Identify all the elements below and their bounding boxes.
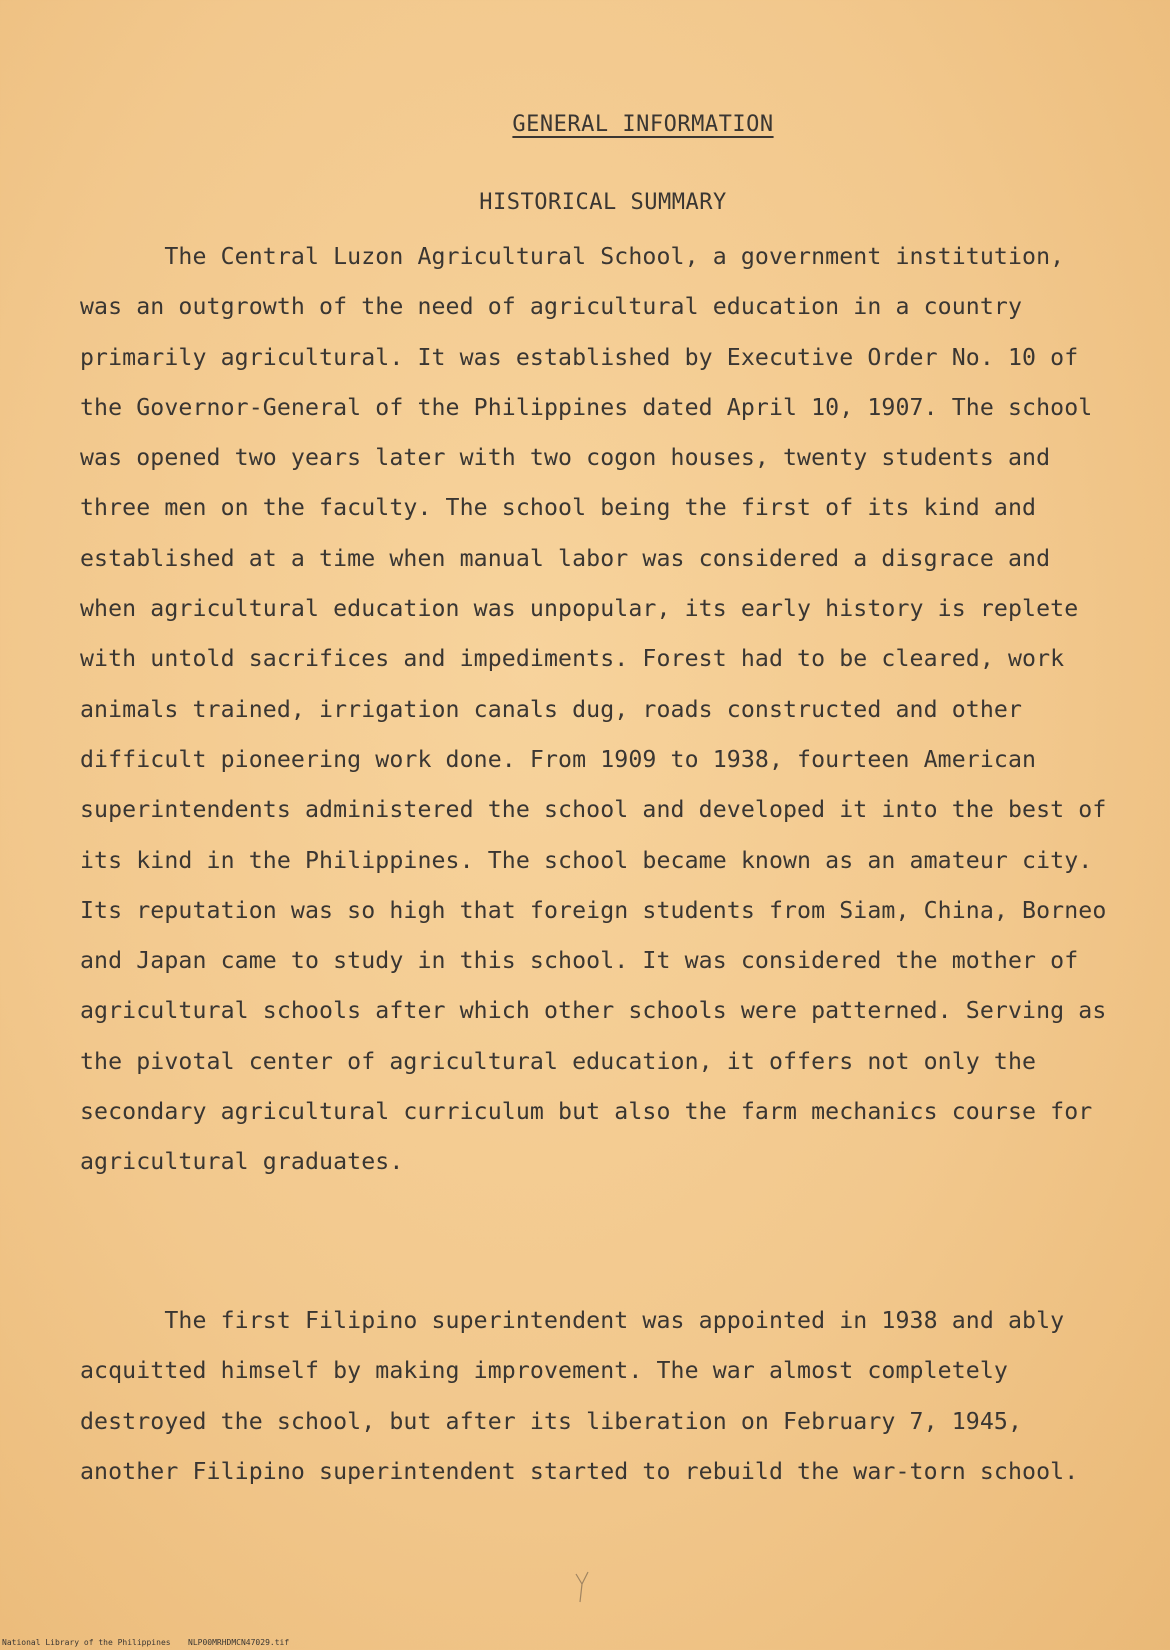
section-title: HISTORICAL SUMMARY <box>479 190 727 215</box>
footer-file-id: NLP00MRHDMCN47029.tif <box>188 1638 290 1647</box>
paragraph-history: The Central Luzon Agricultural School, a government institution, was an outgrowth of the need of agricultural education in a country primarily agricultural. It was established by Executive Order No. 10 of the Governor-General of the Philippines dated April 10, 1907. The school was opened two years later with two cogon houses, twenty students and three men on the faculty. The school being the first of its kind and established at a time when manual labor was considered a disgrace and when agricultural education was unpopular, its early history is replete with untold sacrifices and impediments. Forest had to be cleared, work animals trained, irrigation canals dug, roads constructed and other difficult pioneering work done. From 1909 to 1938, fourteen American superintendents administered the school and developed it into the best of its kind in the Philippines. The school became known as an amateur city. Its reputation was so high that foreign students from Siam, China, Borneo and Japan came to study in this school. It was considered the mother of agricultural schools after which other schools were patterned. Serving as the pivotal center of agricultural education, it offers not only the secondary agricultural curriculum but also the farm mechanics course for agricultural graduates. <box>80 243 1107 1176</box>
footer-library-name: National Library of the Philippines <box>2 1638 171 1647</box>
pencil-mark-icon <box>572 1570 592 1604</box>
page-title: GENERAL INFORMATION <box>512 112 774 137</box>
paragraph-superintendent: The first Filipino superintendent was appointed in 1938 and ably acquitted himself by making improvement. The war almost completely destroyed the school, but after its liberation on February 7, 1945, another Filipino superintendent started to rebuild the war-torn school. <box>80 1307 1079 1485</box>
